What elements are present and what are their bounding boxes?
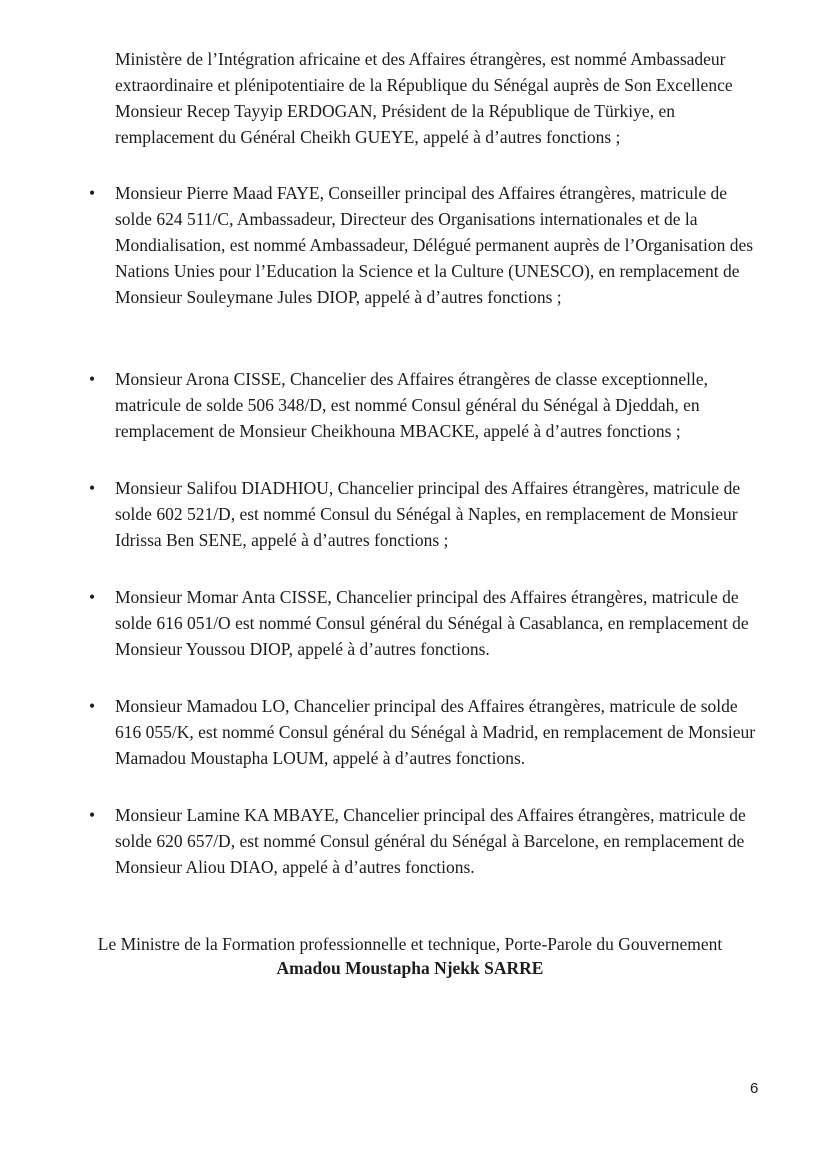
list-item-appointment-arona-cisse: • Monsieur Arona CISSE, Chancelier des Affaires étrangères de classe exceptionnelle, matricule de solde 506 348/D, est nommé Consul général du Sénégal à Djeddah, en remplacement de Monsieur Cheikhouna MBACKE, appelé à d’autres fonctions ; [115, 366, 768, 444]
intro-paragraph: Ministère de l’Intégration africaine et des Affaires étrangères, est nommé Ambassadeur extraordinaire et plénipotentiaire de la République du Sénégal auprès de Son Excellence Monsieur Recep Tayyip ERDOGAN, Président de la République de Türkiye, en remplacement du Général Cheikh GUEYE, appelé à d’autres fonctions ; [115, 49, 733, 147]
signature-block [40, 932, 780, 980]
list-item-appointment-ka-mbaye: • Monsieur Lamine KA MBAYE, Chancelier principal des Affaires étrangères, matricule de solde 620 657/D, est nommé Consul général du Sénégal à Barcelone, en remplacement de Monsieur Aliou DIAO, appelé à d’autres fonctions. [115, 802, 768, 880]
page-number: 6 [750, 1080, 759, 1097]
list-item-appointment-lo: • Monsieur Mamadou LO, Chancelier principal des Affaires étrangères, matricule de solde 616 055/K, est nommé Consul général du Sénégal à Madrid, en remplacement de Monsieur Mamadou Moustapha LOUM, appelé à d’autres fonctions. [115, 693, 768, 771]
appointments-list [0, 180, 820, 880]
signature-name: Amadou Moustapha Njekk SARRE [276, 958, 544, 978]
list-item-appointment-diadhiou: • Monsieur Salifou DIADHIOU, Chancelier principal des Affaires étrangères, matricule de solde 602 521/D, est nommé Consul du Sénégal à Naples, en remplacement de Monsieur Idrissa Ben SENE, appelé à d’autres fonctions ; [115, 475, 768, 553]
list-item-appointment-faye: • Monsieur Pierre Maad FAYE, Conseiller principal des Affaires étrangères, matricule de solde 624 511/C, Ambassadeur, Directeur des Organisations internationales et de la Mondialisation, est nommé Ambassadeur, Délégué permanent auprès de l’Organisation des Nations Unies pour l’Education la Science et la Culture (UNESCO), en remplacement de Monsieur Souleymane Jules DIOP, appelé à d’autres fonctions ; [115, 180, 768, 310]
list-item-appointment-momar-cisse: • Monsieur Momar Anta CISSE, Chancelier principal des Affaires étrangères, matricule de solde 616 051/O est nommé Consul général du Sénégal à Casablanca, en remplacement de Monsieur Youssou DIOP, appelé à d’autres fonctions. [115, 584, 768, 662]
signature-title: Le Ministre de la Formation professionnelle et technique, Porte-Parole du Gouvernement [97, 934, 723, 954]
